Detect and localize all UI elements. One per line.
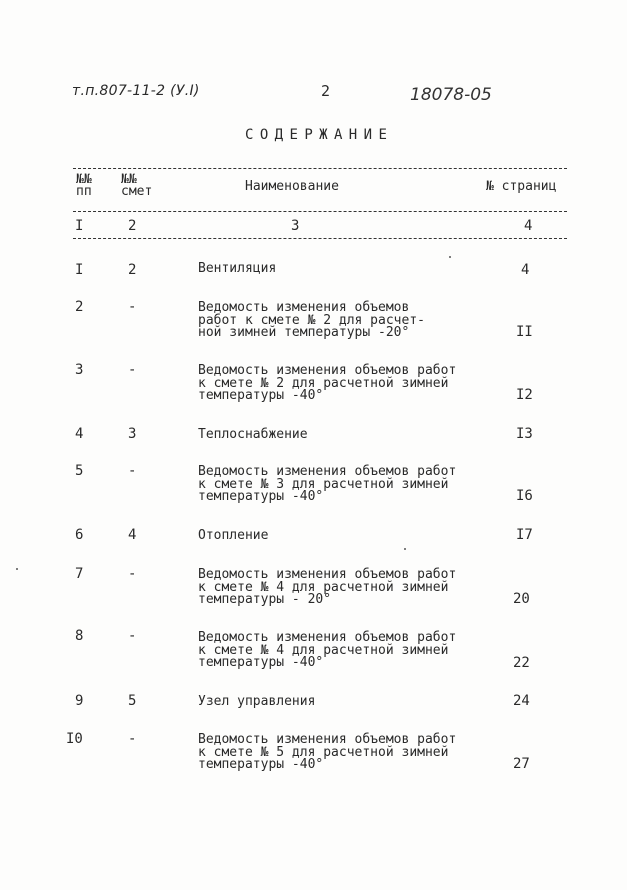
scan-speck <box>16 568 18 570</box>
row-name: Ведомость изменения объемов работ к смете № 5 для расчетной зимней температуры -40° <box>198 732 457 773</box>
column-number-3: 3 <box>291 218 300 234</box>
row-page: 27 <box>513 756 530 772</box>
row-name: Ведомость изменения объемов работ к смете № 4 для расчетной зимней температуры - 20° <box>198 567 457 608</box>
document-code: т.п.807-11-2 (У.I) <box>72 83 200 99</box>
column-numbers-rule <box>73 238 567 239</box>
row-name: Ведомость изменения объемов работ к смете № 2 для расчет- ной зимней температуры -20° <box>198 300 425 341</box>
row-name: Вентиляция <box>198 261 277 276</box>
row-number: 6 <box>75 527 84 543</box>
row-page: 24 <box>513 693 530 709</box>
row-estimate: - <box>128 731 137 747</box>
header-no-line2: пп <box>76 184 92 199</box>
page-number: 2 <box>321 82 331 100</box>
row-estimate: - <box>128 299 137 315</box>
header-pages: № страниц <box>486 179 557 194</box>
row-number: 5 <box>75 463 84 479</box>
row-page: 4 <box>521 262 530 278</box>
header-divider-rule <box>73 211 567 212</box>
row-name: Отопление <box>198 528 269 543</box>
table-top-rule <box>73 168 567 169</box>
row-name: Узел управления <box>198 694 316 709</box>
scan-speck <box>449 256 451 258</box>
row-page: 22 <box>513 655 530 671</box>
row-number: 2 <box>75 299 84 315</box>
row-page: 20 <box>513 591 530 607</box>
row-estimate: 3 <box>128 426 137 442</box>
row-page: I6 <box>516 488 533 504</box>
row-estimate: 4 <box>128 527 137 543</box>
header-no-line1: №№ <box>76 172 92 187</box>
row-page: I2 <box>516 387 533 403</box>
header-estimate-line2: смет <box>121 184 153 199</box>
header-name: Наименование <box>245 179 339 194</box>
row-number: I <box>75 262 84 278</box>
row-name: Теплоснабжение <box>198 427 308 442</box>
row-number: 9 <box>75 693 84 709</box>
document-number: 18078-05 <box>410 85 492 105</box>
row-estimate: - <box>128 362 137 378</box>
row-number: 3 <box>75 362 84 378</box>
row-page: I7 <box>516 527 533 543</box>
row-number: I0 <box>66 731 83 747</box>
page-title: СОДЕРЖАНИЕ <box>245 127 394 143</box>
row-estimate: - <box>128 628 137 644</box>
row-estimate: - <box>128 566 137 582</box>
row-estimate: 5 <box>128 693 137 709</box>
row-name: Ведомость изменения объемов работ к смете № 3 для расчетной зимней температуры -40° <box>198 464 457 505</box>
row-number: 4 <box>75 426 84 442</box>
row-page: I3 <box>516 426 533 442</box>
scan-speck <box>404 548 406 550</box>
row-number: 7 <box>75 566 84 582</box>
row-name: Ведомость изменения объемов работ к смете № 2 для расчетной зимней температуры -40° <box>198 363 457 404</box>
column-number-4: 4 <box>524 218 533 234</box>
header-estimate-line1: №№ <box>121 172 137 187</box>
header-no <box>76 174 92 198</box>
column-number-1: I <box>75 218 84 234</box>
row-name: Ведомость изменения объемов работ к смете № 4 для расчетной зимней температуры -40° <box>198 630 457 671</box>
row-page: II <box>516 324 533 340</box>
row-estimate: 2 <box>128 262 137 278</box>
header-estimate <box>121 174 152 198</box>
row-number: 8 <box>75 628 84 644</box>
column-number-2: 2 <box>128 218 137 234</box>
row-estimate: - <box>128 463 137 479</box>
